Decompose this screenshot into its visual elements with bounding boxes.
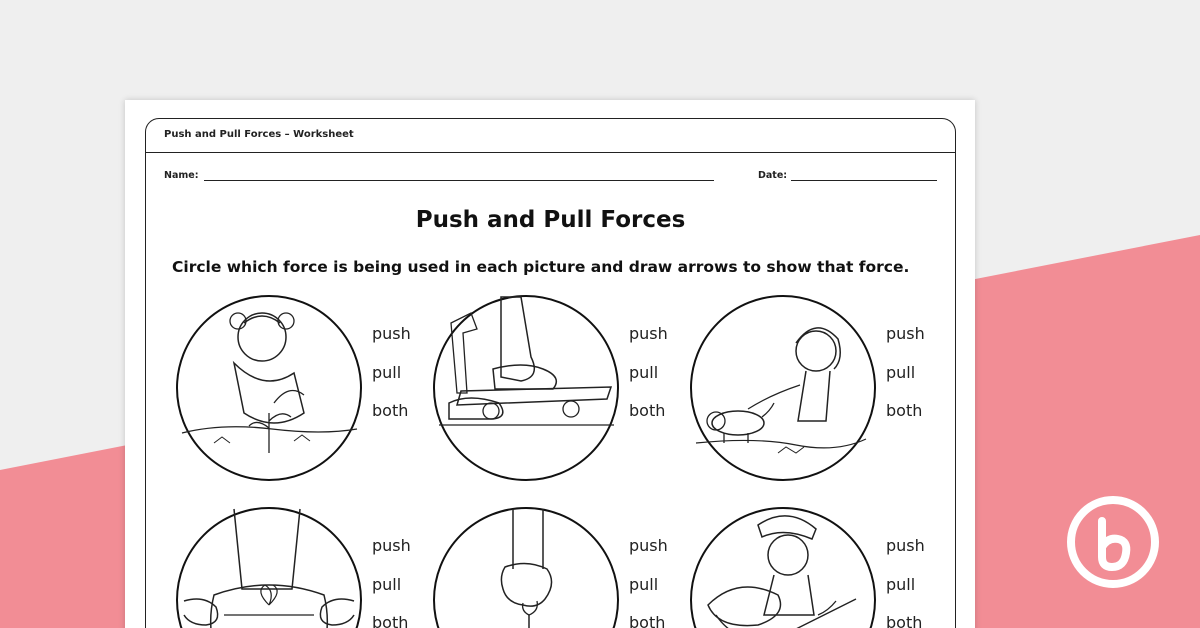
picture-question-5: [431, 505, 681, 628]
finger-pressing-plunger-icon: [431, 505, 621, 628]
teach-starter-logo-icon: [1066, 495, 1160, 589]
worksheet-header-title: Push and Pull Forces – Worksheet: [164, 129, 354, 140]
girl-walking-dog-icon: [688, 293, 878, 483]
foot-on-skateboard-icon: [431, 293, 621, 483]
option-pull[interactable]: pull: [629, 363, 659, 382]
option-pull[interactable]: pull: [886, 363, 916, 382]
page-title: Push and Pull Forces: [415, 207, 686, 233]
picture-question-2: [431, 293, 681, 483]
header-divider: [146, 152, 955, 153]
option-both[interactable]: both: [629, 401, 666, 420]
instruction-text: Circle which force is being used in each picture and draw arrows to show that force.: [172, 258, 910, 276]
option-push[interactable]: push: [886, 324, 925, 343]
picture-question-4: [174, 505, 424, 628]
option-push[interactable]: push: [629, 324, 668, 343]
option-push[interactable]: push: [372, 536, 411, 555]
option-both[interactable]: both: [372, 613, 409, 628]
option-push[interactable]: push: [372, 324, 411, 343]
date-label: Date:: [758, 170, 788, 181]
option-push[interactable]: push: [886, 536, 925, 555]
name-field-line[interactable]: [204, 180, 714, 181]
option-push[interactable]: push: [629, 536, 668, 555]
girl-planting-seedling-icon: [174, 293, 364, 483]
picture-question-6: [688, 505, 938, 628]
boy-pushing-wheelbarrow-icon: [688, 505, 878, 628]
date-field-line[interactable]: [791, 180, 937, 181]
option-both[interactable]: both: [372, 401, 409, 420]
worksheet-page: [125, 100, 975, 628]
picture-question-1: [174, 293, 424, 483]
name-label: Name:: [164, 170, 199, 181]
hands-tying-shoelaces-icon: [174, 505, 364, 628]
option-both[interactable]: both: [886, 613, 923, 628]
worksheet-frame: [145, 118, 956, 628]
option-pull[interactable]: pull: [372, 575, 402, 594]
option-pull[interactable]: pull: [629, 575, 659, 594]
picture-question-3: [688, 293, 938, 483]
option-both[interactable]: both: [629, 613, 666, 628]
option-both[interactable]: both: [886, 401, 923, 420]
option-pull[interactable]: pull: [372, 363, 402, 382]
option-pull[interactable]: pull: [886, 575, 916, 594]
